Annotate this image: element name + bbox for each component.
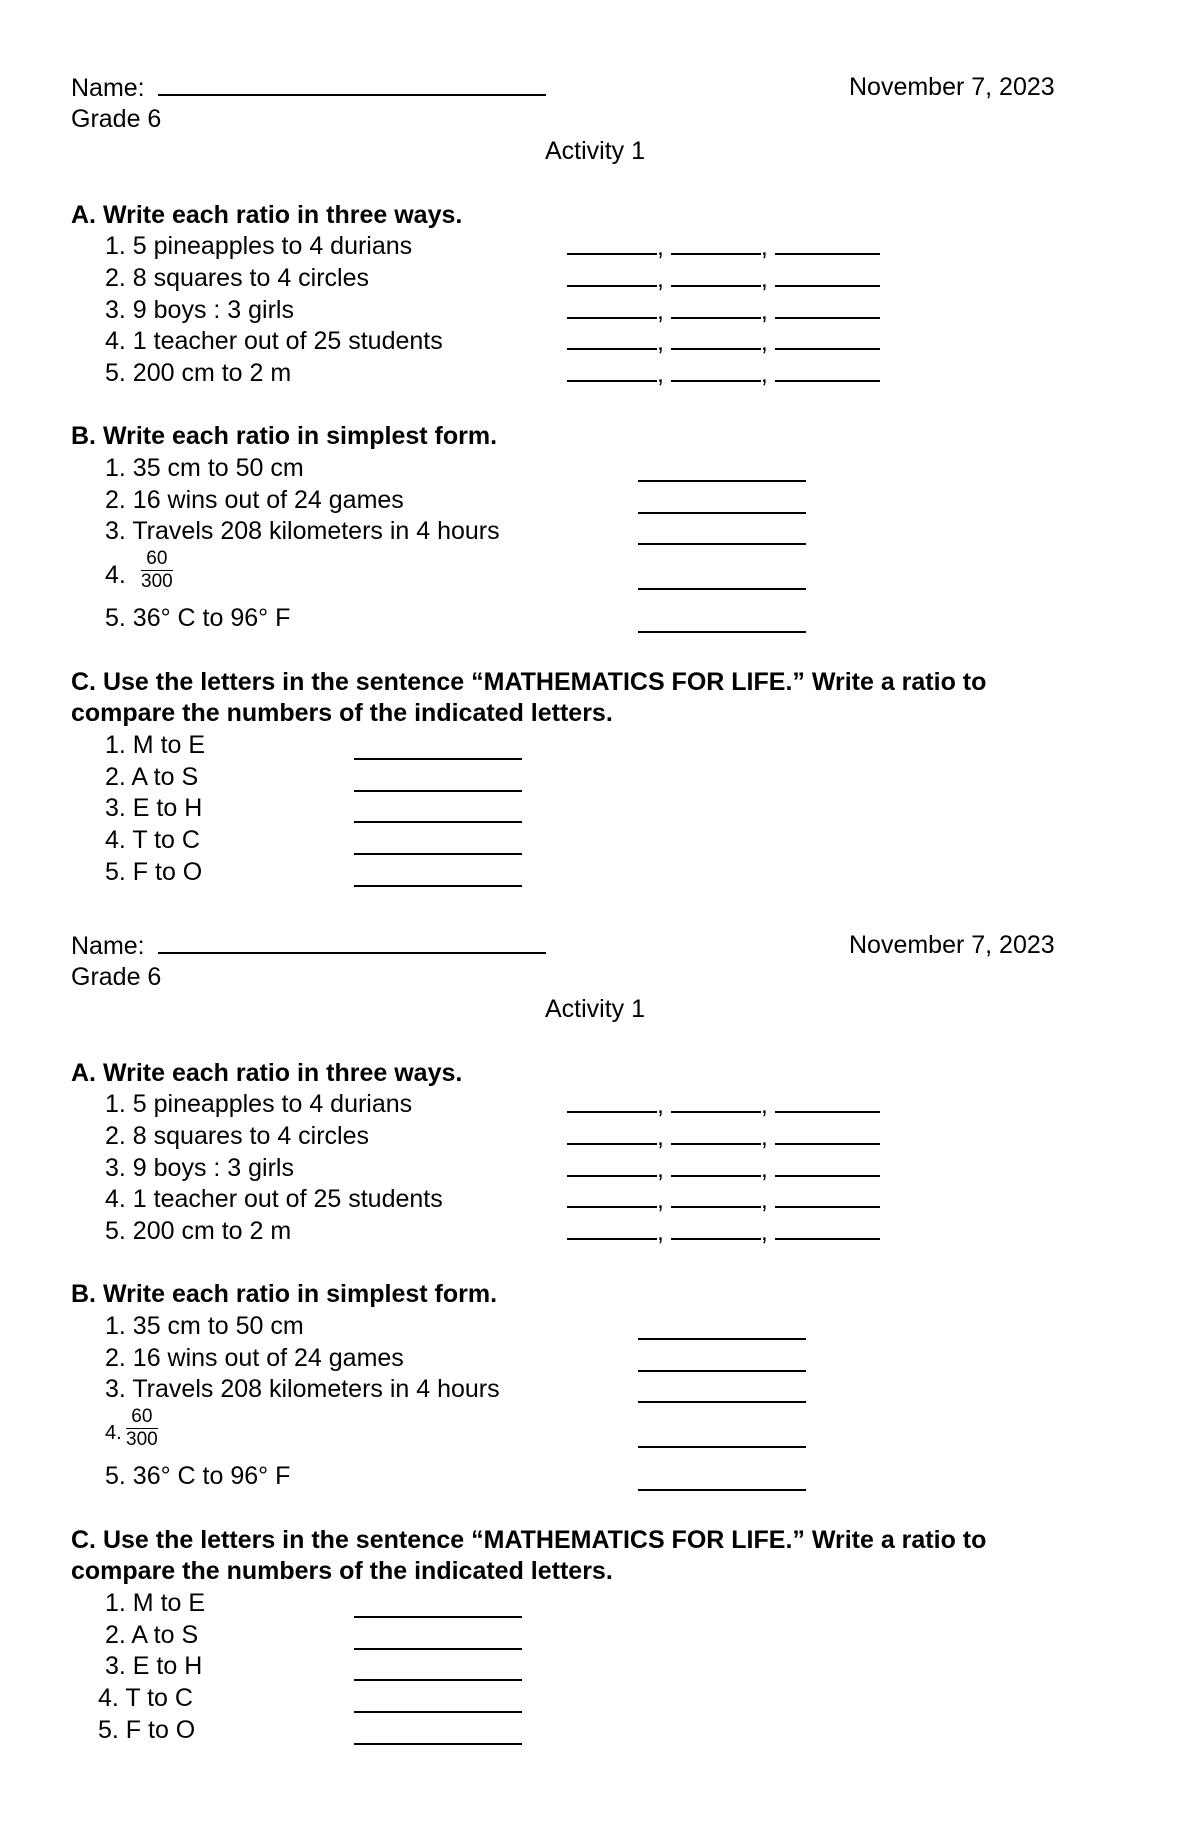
list-item: 3. E to H bbox=[105, 1652, 203, 1680]
answer-blank[interactable] bbox=[567, 358, 657, 382]
answer-blanks-row: , , bbox=[567, 263, 880, 294]
answer-blank[interactable] bbox=[354, 1657, 522, 1681]
fraction-numerator: 60 bbox=[131, 1406, 153, 1427]
answer-blank[interactable] bbox=[354, 1689, 522, 1713]
list-item: 1. M to E bbox=[105, 1589, 206, 1617]
answer-blank[interactable] bbox=[354, 1626, 522, 1650]
list-item: 2. 16 wins out of 24 games bbox=[105, 486, 404, 514]
answer-blank[interactable] bbox=[775, 1153, 880, 1177]
answer-blank[interactable] bbox=[567, 1216, 657, 1240]
answer-blank[interactable] bbox=[638, 1348, 806, 1372]
name-blank[interactable] bbox=[158, 72, 546, 96]
fraction bbox=[126, 1406, 158, 1451]
list-item: 2. 16 wins out of 24 games bbox=[105, 1344, 404, 1372]
answer-blank[interactable] bbox=[775, 1184, 880, 1208]
answer-blank[interactable] bbox=[671, 358, 761, 382]
answer-blank[interactable] bbox=[671, 263, 761, 287]
answer-blank[interactable] bbox=[638, 458, 806, 482]
list-item: 5. F to O bbox=[98, 1716, 196, 1744]
list-item: 3. E to H bbox=[105, 794, 203, 822]
name-blank[interactable] bbox=[158, 930, 546, 954]
answer-blank[interactable] bbox=[638, 1379, 806, 1403]
answer-blank[interactable] bbox=[775, 1216, 880, 1240]
answer-blank[interactable] bbox=[567, 326, 657, 350]
section-a-heading: A. Write each ratio in three ways. bbox=[71, 1059, 463, 1087]
fraction-denominator: 300 bbox=[141, 571, 173, 592]
answer-blank[interactable] bbox=[671, 1216, 761, 1240]
answer-blanks-row: , , bbox=[567, 1153, 880, 1184]
list-item: 4. 1 teacher out of 25 students bbox=[105, 1185, 443, 1213]
date: November 7, 2023 bbox=[849, 73, 1055, 101]
answer-blank[interactable] bbox=[567, 295, 657, 319]
grade-label: Grade 6 bbox=[71, 105, 162, 133]
list-item: 5. 200 cm to 2 m bbox=[105, 1217, 292, 1245]
answer-blank[interactable] bbox=[671, 1184, 761, 1208]
list-item: 4. bbox=[105, 561, 126, 589]
name-field bbox=[71, 930, 546, 961]
name-label: Name: bbox=[71, 932, 145, 960]
list-item: 2. A to S bbox=[105, 763, 199, 791]
activity-title: Activity 1 bbox=[545, 137, 646, 165]
section-b-heading: B. Write each ratio in simplest form. bbox=[71, 422, 498, 450]
answer-blank[interactable] bbox=[567, 1184, 657, 1208]
answer-blank[interactable] bbox=[638, 1467, 806, 1491]
list-item: 3. Travels 208 kilometers in 4 hours bbox=[105, 1375, 500, 1403]
answer-blank[interactable] bbox=[638, 1424, 806, 1448]
answer-blank[interactable] bbox=[775, 263, 880, 287]
list-item: 3. Travels 208 kilometers in 4 hours bbox=[105, 517, 500, 545]
fraction-denominator: 300 bbox=[126, 1429, 158, 1450]
answer-blank[interactable] bbox=[567, 263, 657, 287]
list-item: 4. 1 teacher out of 25 students bbox=[105, 327, 443, 355]
answer-blank[interactable] bbox=[775, 231, 880, 255]
answer-blank[interactable] bbox=[638, 521, 806, 545]
answer-blank[interactable] bbox=[354, 736, 522, 760]
list-item: 2. 8 squares to 4 circles bbox=[105, 264, 370, 292]
list-item: 4. T to C bbox=[98, 1684, 193, 1712]
activity-title: Activity 1 bbox=[545, 995, 646, 1023]
answer-blank[interactable] bbox=[567, 1153, 657, 1177]
answer-blank[interactable] bbox=[775, 358, 880, 382]
answer-blanks-row: , , bbox=[567, 1216, 880, 1247]
section-c-heading-line2: compare the numbers of the indicated letters. bbox=[71, 1557, 613, 1585]
list-item: 1. 5 pineapples to 4 durians bbox=[105, 1090, 413, 1118]
list-item: 4. bbox=[105, 1422, 122, 1444]
answer-blank[interactable] bbox=[775, 1089, 880, 1113]
list-item: 2. A to S bbox=[105, 1621, 199, 1649]
answer-blank[interactable] bbox=[354, 1594, 522, 1618]
answer-blank[interactable] bbox=[638, 609, 806, 633]
section-c-heading-line2: compare the numbers of the indicated letters. bbox=[71, 699, 613, 727]
answer-blank[interactable] bbox=[671, 1089, 761, 1113]
list-item: 3. 9 boys : 3 girls bbox=[105, 296, 294, 324]
name-label: Name: bbox=[71, 74, 145, 102]
answer-blank[interactable] bbox=[354, 863, 522, 887]
answer-blank[interactable] bbox=[775, 1121, 880, 1145]
list-item: 5. F to O bbox=[105, 858, 203, 886]
fraction-numerator: 60 bbox=[146, 548, 168, 569]
list-item: 1. 5 pineapples to 4 durians bbox=[105, 232, 413, 260]
answer-blank[interactable] bbox=[671, 1121, 761, 1145]
answer-blanks-row: , , bbox=[567, 1089, 880, 1120]
answer-blanks-row: , , bbox=[567, 326, 880, 357]
grade-label: Grade 6 bbox=[71, 963, 162, 991]
answer-blank[interactable] bbox=[354, 831, 522, 855]
answer-blank[interactable] bbox=[567, 231, 657, 255]
section-a-heading: A. Write each ratio in three ways. bbox=[71, 201, 463, 229]
answer-blanks-row: , , bbox=[567, 295, 880, 326]
section-c-heading: C. Use the letters in the sentence “MATHEMATICS FOR LIFE.” Write a ratio to bbox=[71, 1526, 987, 1554]
answer-blanks-row: , , bbox=[567, 231, 880, 262]
list-item: 5. 200 cm to 2 m bbox=[105, 359, 292, 387]
list-item: 3. 9 boys : 3 girls bbox=[105, 1154, 294, 1182]
answer-blank[interactable] bbox=[354, 768, 522, 792]
fraction bbox=[141, 548, 173, 593]
list-item: 1. M to E bbox=[105, 731, 206, 759]
list-item: 2. 8 squares to 4 circles bbox=[105, 1122, 370, 1150]
date: November 7, 2023 bbox=[849, 931, 1055, 959]
list-item: 1. 35 cm to 50 cm bbox=[105, 454, 304, 482]
answer-blank[interactable] bbox=[638, 490, 806, 514]
answer-blanks-row: , , bbox=[567, 1121, 880, 1152]
answer-blank[interactable] bbox=[638, 1316, 806, 1340]
answer-blanks-row: , , bbox=[567, 358, 880, 389]
answer-blank[interactable] bbox=[567, 1121, 657, 1145]
answer-blank[interactable] bbox=[567, 1089, 657, 1113]
list-item: 4. T to C bbox=[105, 826, 200, 854]
answer-blank[interactable] bbox=[671, 295, 761, 319]
section-c-heading: C. Use the letters in the sentence “MATHEMATICS FOR LIFE.” Write a ratio to bbox=[71, 668, 987, 696]
name-field bbox=[71, 72, 546, 103]
answer-blank[interactable] bbox=[671, 231, 761, 255]
answer-blank[interactable] bbox=[775, 295, 880, 319]
answer-blank[interactable] bbox=[671, 1153, 761, 1177]
section-b-heading: B. Write each ratio in simplest form. bbox=[71, 1280, 498, 1308]
answer-blanks-row: , , bbox=[567, 1184, 880, 1215]
list-item: 5. 36° C to 96° F bbox=[105, 1462, 291, 1490]
answer-blank[interactable] bbox=[638, 566, 806, 590]
list-item: 1. 35 cm to 50 cm bbox=[105, 1312, 304, 1340]
answer-blank[interactable] bbox=[775, 326, 880, 350]
answer-blank[interactable] bbox=[354, 799, 522, 823]
answer-blank[interactable] bbox=[671, 326, 761, 350]
answer-blank[interactable] bbox=[354, 1721, 522, 1745]
list-item: 5. 36° C to 96° F bbox=[105, 604, 291, 632]
